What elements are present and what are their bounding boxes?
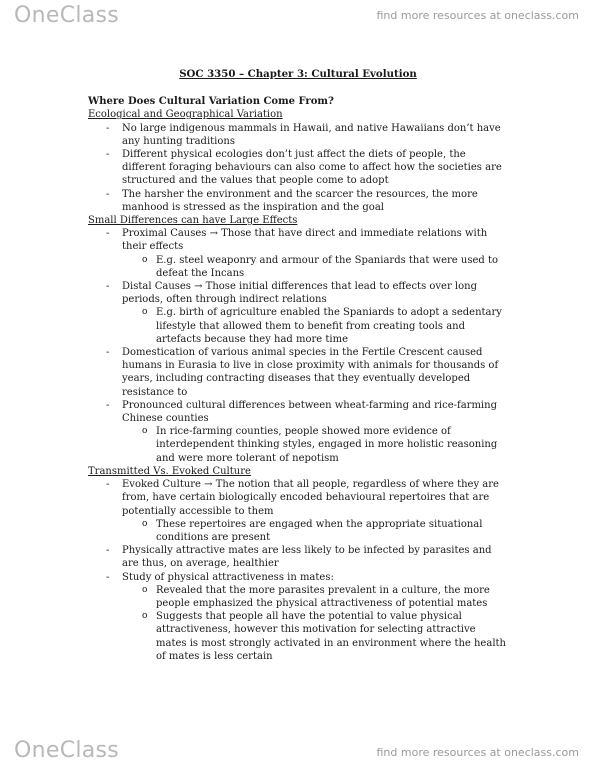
sub-list-item: o E.g. birth of agriculture enabled the Spaniards to adopt a sedentary lifestyle that allowed them to benefit from creating tools and artefacts because they had more time <box>122 306 508 346</box>
sub-list-item: o In rice-farming counties, people showed more evidence of interdependent thinking styles, engaged in more holistic reasoning and were more tolerant of nepotism <box>122 425 508 465</box>
bullet-list <box>88 122 508 214</box>
list-item <box>88 399 508 465</box>
list-item <box>88 571 508 663</box>
oneclass-logo[interactable]: OneClass <box>14 738 120 763</box>
list-item-text: Proximal Causes → Those that have direct and immediate relations with their effects <box>122 228 488 253</box>
list-item <box>88 544 508 570</box>
list-item-text: Study of physical attractiveness in mates: <box>122 571 334 583</box>
sub-list-item: o E.g. steel weaponry and armour of the Spaniards that were used to defeat the Incans <box>122 254 508 280</box>
list-item-text: Physically attractive mates are less likely to be infected by parasites and are thus, on average, healthier <box>122 545 492 570</box>
list-item <box>88 346 508 399</box>
top-banner <box>0 0 595 34</box>
bottom-banner <box>0 734 595 770</box>
sub-list <box>122 254 508 280</box>
find-resources-link[interactable]: find more resources at oneclass.com <box>376 9 579 22</box>
find-resources-link[interactable]: find more resources at oneclass.com <box>376 746 579 759</box>
subheading-small-differences: Small Differences can have Large Effects <box>88 215 298 227</box>
sub-list <box>122 306 508 346</box>
sub-list-item: o These repertoires are engaged when the appropriate situational conditions are present <box>122 518 508 544</box>
section-heading: Where Does Cultural Variation Come From? <box>88 96 334 108</box>
document-body <box>88 68 508 663</box>
list-item: - No large indigenous mammals in Hawaii, and native Hawaiians don’t have any hunting traditions <box>88 122 508 148</box>
oneclass-logo[interactable]: OneClass <box>14 3 120 28</box>
document-title: SOC 3350 – Chapter 3: Cultural Evolution <box>179 68 417 80</box>
subheading-transmitted-evoked: Transmitted Vs. Evoked Culture <box>88 465 251 477</box>
list-item-text: Pronounced cultural differences between wheat-farming and rice-farming Chinese counties <box>122 399 497 425</box>
list-item-text: Distal Causes → Those initial differences that lead to effects over long periods, often through indirect relations <box>122 281 477 306</box>
list-item <box>88 227 508 280</box>
sub-list <box>122 584 508 663</box>
list-item: - Different physical ecologies don’t just affect the diets of people, the different foraging behaviours can also come to affect how the societies are structured and the values that people come to adopt <box>88 148 508 188</box>
list-item-text: Domestication of various animal species in the Fertile Crescent caused humans in Eurasia to live in close proximity with animals for thousands of years, including contracting diseases that they eventually developed resistance to <box>122 347 499 398</box>
list-item-text: Evoked Culture → The notion that all people, regardless of where they are from, have certain biologically encoded behavioural repertoires that are potentially accessible to them <box>122 479 499 517</box>
list-item <box>88 280 508 346</box>
subheading-ecological: Ecological and Geographical Variation <box>88 109 283 121</box>
bullet-list <box>88 478 508 663</box>
sub-list-item: o Suggests that people all have the potential to value physical attractiveness, however this motivation for selecting attractive mates is most strongly activated in an environment where the health of mates is less certain <box>122 610 508 663</box>
sub-list-item: o Revealed that the more parasites prevalent in a culture, the more people emphasized the physical attractiveness of potential mates <box>122 584 508 610</box>
bullet-list <box>88 227 508 465</box>
sub-list <box>122 518 508 544</box>
list-item <box>88 478 508 544</box>
sub-list <box>122 425 508 465</box>
list-item: - The harsher the environment and the scarcer the resources, the more manhood is stressed as the inspiration and the goal <box>88 188 508 214</box>
